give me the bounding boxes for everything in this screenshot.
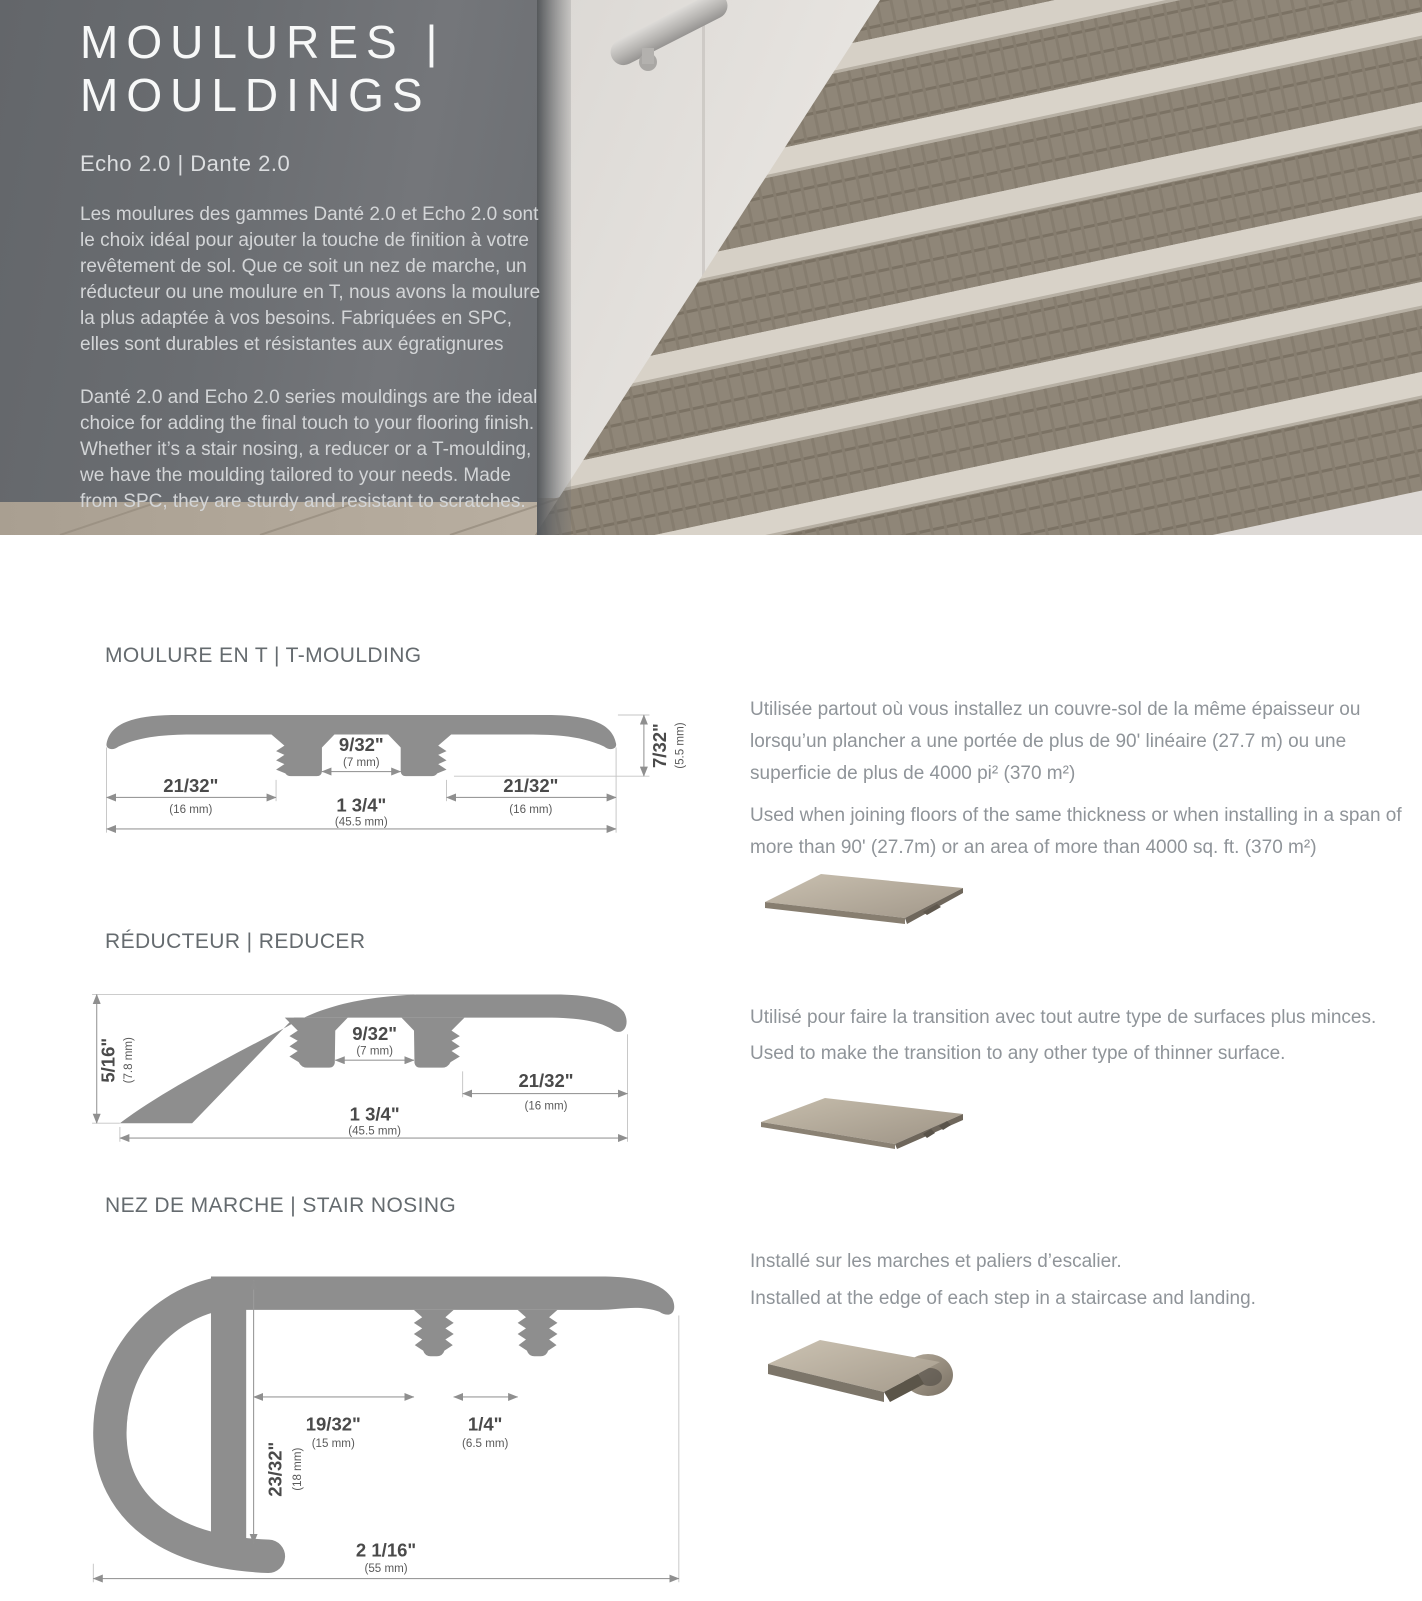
dim-channel-mm: (7 mm) [356,1045,393,1058]
page-title-line1: MOULURES | [80,16,446,68]
stair-nosing-desc-en: Installed at the edge of each step in a staircase and landing. [750,1288,1256,1309]
dim-right-in: 21/32" [503,774,559,796]
dim-channel-in: 9/32" [352,1022,398,1044]
dim-height-mm: (7.8 mm) [122,1037,135,1084]
hero-section [0,0,1422,535]
dim-height-mm: (18 mm) [291,1447,304,1491]
dim-gap-in: 1/4" [467,1413,503,1435]
hero-paragraph-en: Danté 2.0 and Echo 2.0 series mouldings are the ideal choice for adding the final touch to your flooring finish. Whether it’s a stair nosing, a reducer or a T-moulding, we have the moulding tailored to your needs. Made from SPC, they are sturdy and resistant to scratches. [80,387,538,512]
dim-left-mm: (16 mm) [169,804,213,817]
page-title [80,16,537,122]
collection-subtitle: Echo 2.0 | Dante 2.0 [80,151,291,176]
page-title-line2: MOULDINGS [80,69,431,121]
dim-height-in: 7/32" [649,723,671,769]
dim-channel-in: 9/32" [338,734,384,756]
dim-offset-mm: (15 mm) [311,1437,355,1450]
stair-nosing-photo [762,1330,962,1422]
reducer-photo [755,1088,970,1150]
dim-total-in: 2 1/16" [355,1539,417,1561]
dim-right-mm: (16 mm) [524,1100,568,1113]
reducer-diagram [55,975,685,1151]
section-heading-reducer: RÉDUCTEUR | REDUCER [105,930,366,953]
reducer-desc-en: Used to make the transition to any other type of thinner surface. [750,1043,1286,1064]
t-moulding-desc-en: Used when joining floors of the same thickness or when installing in a span of more than 90' (27.7m) or an area of more than 4000 sq. ft. (370 m²) [750,805,1402,858]
reducer-desc-fr: Utilisé pour faire la transition avec tout autre type de surfaces plus minces. [750,1007,1377,1028]
section-heading-t-moulding: MOULURE EN T | T-MOULDING [105,644,422,667]
dim-channel-mm: (7 mm) [342,756,380,769]
dim-total-mm: (45.5 mm) [348,1125,401,1138]
dim-right-in: 21/32" [518,1070,574,1092]
dim-gap-mm: (6.5 mm) [462,1437,509,1450]
t-moulding-desc-fr: Utilisée partout où vous installez un couvre-sol de la même épaisseur ou lorsqu’un plancher a une portée de plus de 90' linéaire (27.7 m) ou une superficie de plus de 4000 pi² (370 m²) [750,699,1361,784]
dim-total-mm: (55 mm) [364,1563,408,1576]
hero-paragraph-fr: Les moulures des gammes Danté 2.0 et Echo 2.0 sont le choix idéal pour ajouter la touche de finition à votre revêtement de sol. Que ce soit un nez de marche, un réducteur ou une moulure en T, nous avons la moulure la plus adaptée à vos besoins. Fabriquées en SPC, elles sont durables et résistantes aux égratignures [80,204,541,355]
hero-text-panel [0,0,541,512]
section-heading-stair-nosing: NEZ DE MARCHE | STAIR NOSING [105,1194,457,1217]
stair-nosing-diagram [72,1258,702,1592]
dim-left-in: 21/32" [163,774,219,796]
stair-nosing-profile [110,1277,674,1557]
dim-height-in: 5/16" [97,1037,119,1083]
t-moulding-photo [757,866,972,926]
stair-nosing-desc-fr: Installé sur les marches et paliers d’escalier. [750,1251,1122,1272]
t-moulding-diagram [88,690,718,838]
dim-right-mm: (16 mm) [509,804,553,817]
dim-total-mm: (45.5 mm) [334,816,388,829]
dim-height-mm: (5.5 mm) [674,722,687,769]
dim-height-in: 23/32" [264,1441,286,1497]
dim-offset-in: 19/32" [305,1413,361,1435]
dim-total-in: 1 3/4" [349,1103,400,1125]
dim-total-in: 1 3/4" [336,794,387,816]
